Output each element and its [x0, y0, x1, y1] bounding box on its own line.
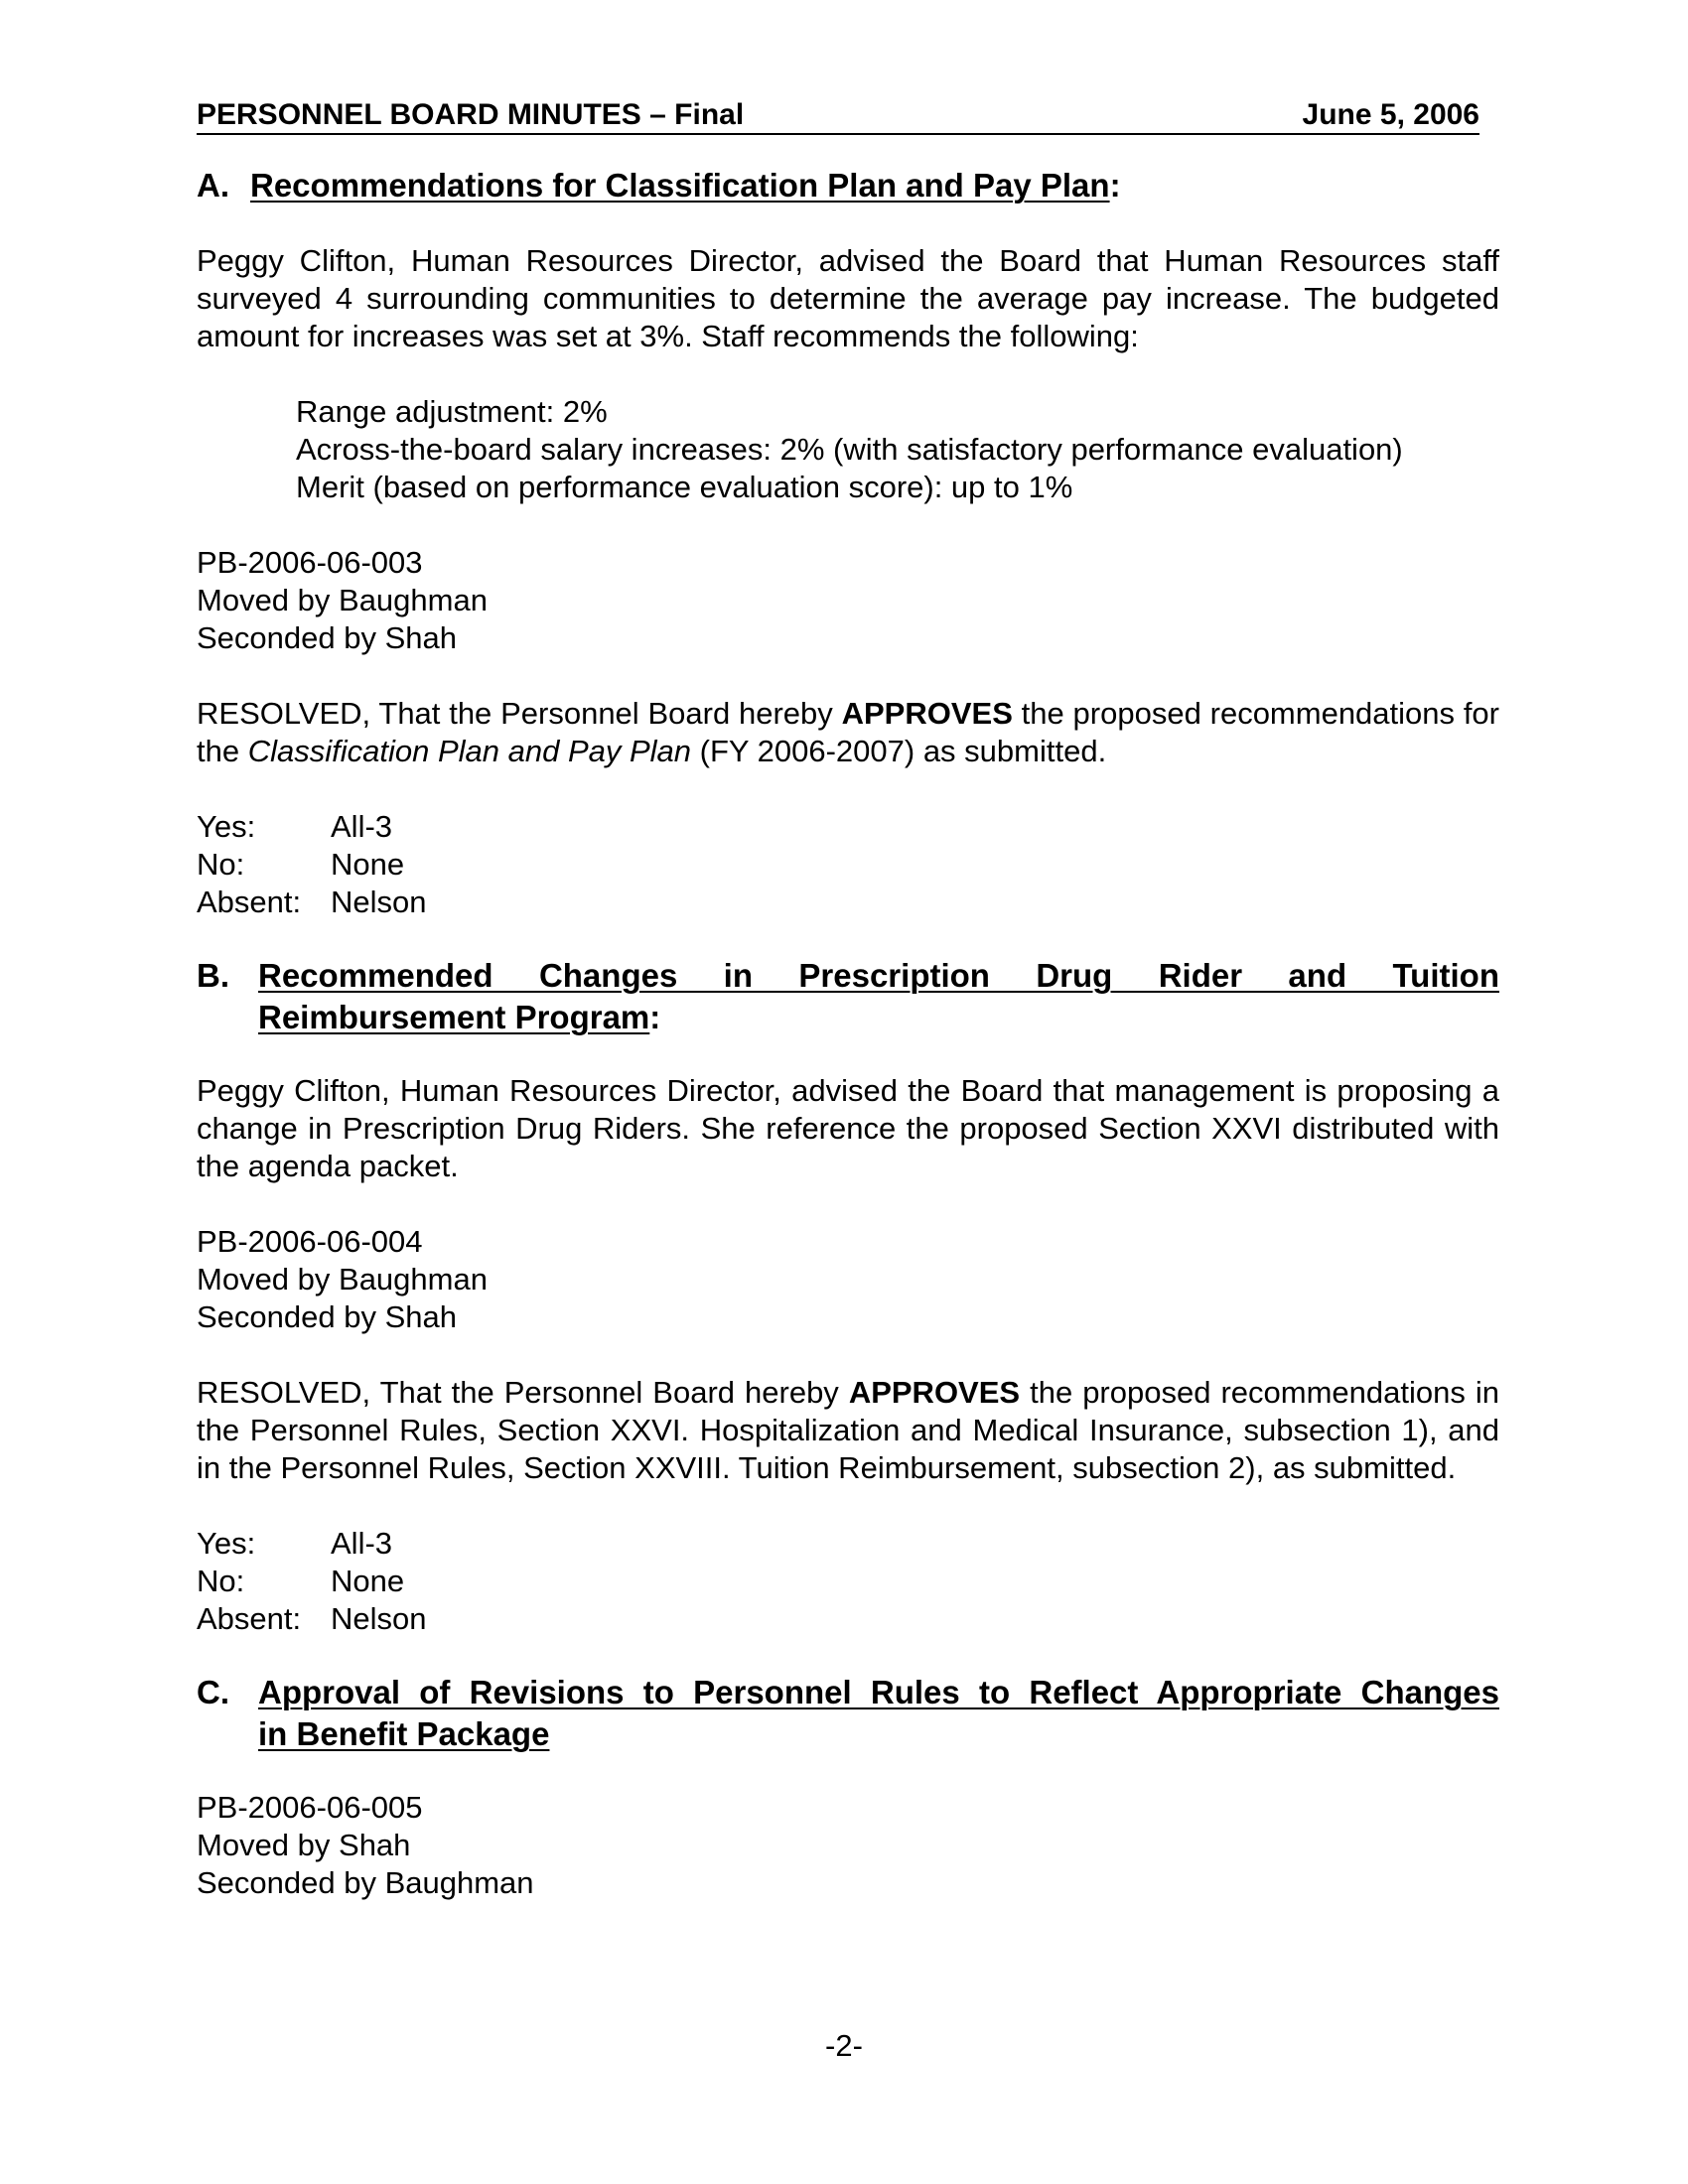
moved-by: Moved by Baughman	[197, 1262, 488, 1297]
vote-value: All-3	[331, 1526, 393, 1561]
section-b-title-line2: Reimbursement Program	[258, 999, 650, 1035]
motion-id: PB-2006-06-005	[197, 1790, 423, 1825]
section-a-resolution: RESOLVED, That the Personnel Board hereby APPROVES the proposed recommendations for the Classification Plan and Pay Plan (FY 2006-2007) as submitted.	[197, 696, 1499, 768]
section-c-motion	[197, 1789, 1499, 1902]
moved-by: Moved by Shah	[197, 1828, 411, 1862]
section-a-title: Recommendations for Classification Plan and Pay Plan:	[250, 167, 1121, 204]
section-a-motion	[197, 544, 1499, 657]
section-a-letter: A.	[197, 167, 229, 204]
recommendation-item: Across-the-board salary increases: 2% (with satisfactory performance evaluation)	[296, 432, 1403, 467]
moved-by: Moved by Baughman	[197, 583, 488, 617]
seconded-by: Seconded by Shah	[197, 1299, 457, 1334]
vote-label: No:	[197, 847, 245, 882]
section-c-title	[258, 1672, 1499, 1755]
section-c-letter: C.	[197, 1674, 229, 1710]
section-b-title-line1: Recommended Changes in Prescription Drug Rider and Tuition	[258, 957, 1499, 994]
page-number: -2-	[825, 2028, 863, 2063]
vote-value: Nelson	[331, 885, 427, 919]
section-b-title: Recommended Changes in Prescription Drug Rider and Tuition Reimbursement Program:	[258, 957, 1499, 1035]
vote-label: Absent:	[197, 1601, 302, 1636]
vote-label: No:	[197, 1564, 245, 1598]
section-b-letter: B.	[197, 957, 229, 994]
vote-value: All-3	[331, 809, 393, 844]
section-b-motion	[197, 1223, 1499, 1336]
vote-row-absent	[197, 884, 1499, 921]
section-c-title-line2: in Benefit Package	[258, 1715, 550, 1752]
recommendation-item: Range adjustment: 2%	[296, 394, 608, 429]
section-a-heading	[197, 165, 1499, 206]
vote-row-yes	[197, 1525, 1499, 1563]
section-c-heading	[197, 1672, 1499, 1755]
page-content	[197, 97, 1499, 1902]
motion-id: PB-2006-06-004	[197, 1224, 423, 1259]
vote-value: Nelson	[331, 1601, 427, 1636]
recommendation-item: Merit (based on performance evaluation score): up to 1%	[296, 470, 1073, 504]
vote-label: Absent:	[197, 885, 302, 919]
vote-row-yes	[197, 808, 1499, 846]
vote-row-no	[197, 846, 1499, 884]
vote-value: None	[331, 847, 405, 882]
section-b-intro: Peggy Clifton, Human Resources Director, advised the Board that management is proposing a change in Prescription Drug Riders. She reference the proposed Section XXVI distributed with the agenda packet.	[197, 1073, 1499, 1183]
seconded-by: Seconded by Baughman	[197, 1865, 534, 1900]
header-date: June 5, 2006	[1302, 98, 1479, 131]
section-b-vote	[197, 1525, 1499, 1638]
vote-value: None	[331, 1564, 405, 1598]
vote-row-absent	[197, 1600, 1499, 1638]
section-b-heading	[197, 955, 1499, 1038]
section-b-resolution: RESOLVED, That the Personnel Board hereby APPROVES the proposed recommendations in the Personnel Rules, Section XXVI. Hospitalization and Medical Insurance, subsection 1), and in the Personnel Rules, Section XXVIII. Tuition Reimbursement, subsection 2), as submitted.	[197, 1375, 1499, 1485]
header-title: PERSONNEL BOARD MINUTES – Final	[197, 98, 745, 131]
motion-id: PB-2006-06-003	[197, 545, 423, 580]
page-header	[197, 97, 1479, 135]
section-a-vote	[197, 808, 1499, 921]
section-a-recommendations	[197, 393, 1499, 506]
vote-row-no	[197, 1563, 1499, 1600]
seconded-by: Seconded by Shah	[197, 620, 457, 655]
vote-label: Yes:	[197, 1526, 256, 1561]
vote-label: Yes:	[197, 809, 256, 844]
section-c-title-line1: Approval of Revisions to Personnel Rules to Reflect Appropriate Changes	[258, 1674, 1499, 1710]
section-a-intro: Peggy Clifton, Human Resources Director, advised the Board that Human Resources staff surveyed 4 surrounding communities to determine the average pay increase. The budgeted amount for increases was set at 3%. Staff recommends the following:	[197, 243, 1499, 353]
